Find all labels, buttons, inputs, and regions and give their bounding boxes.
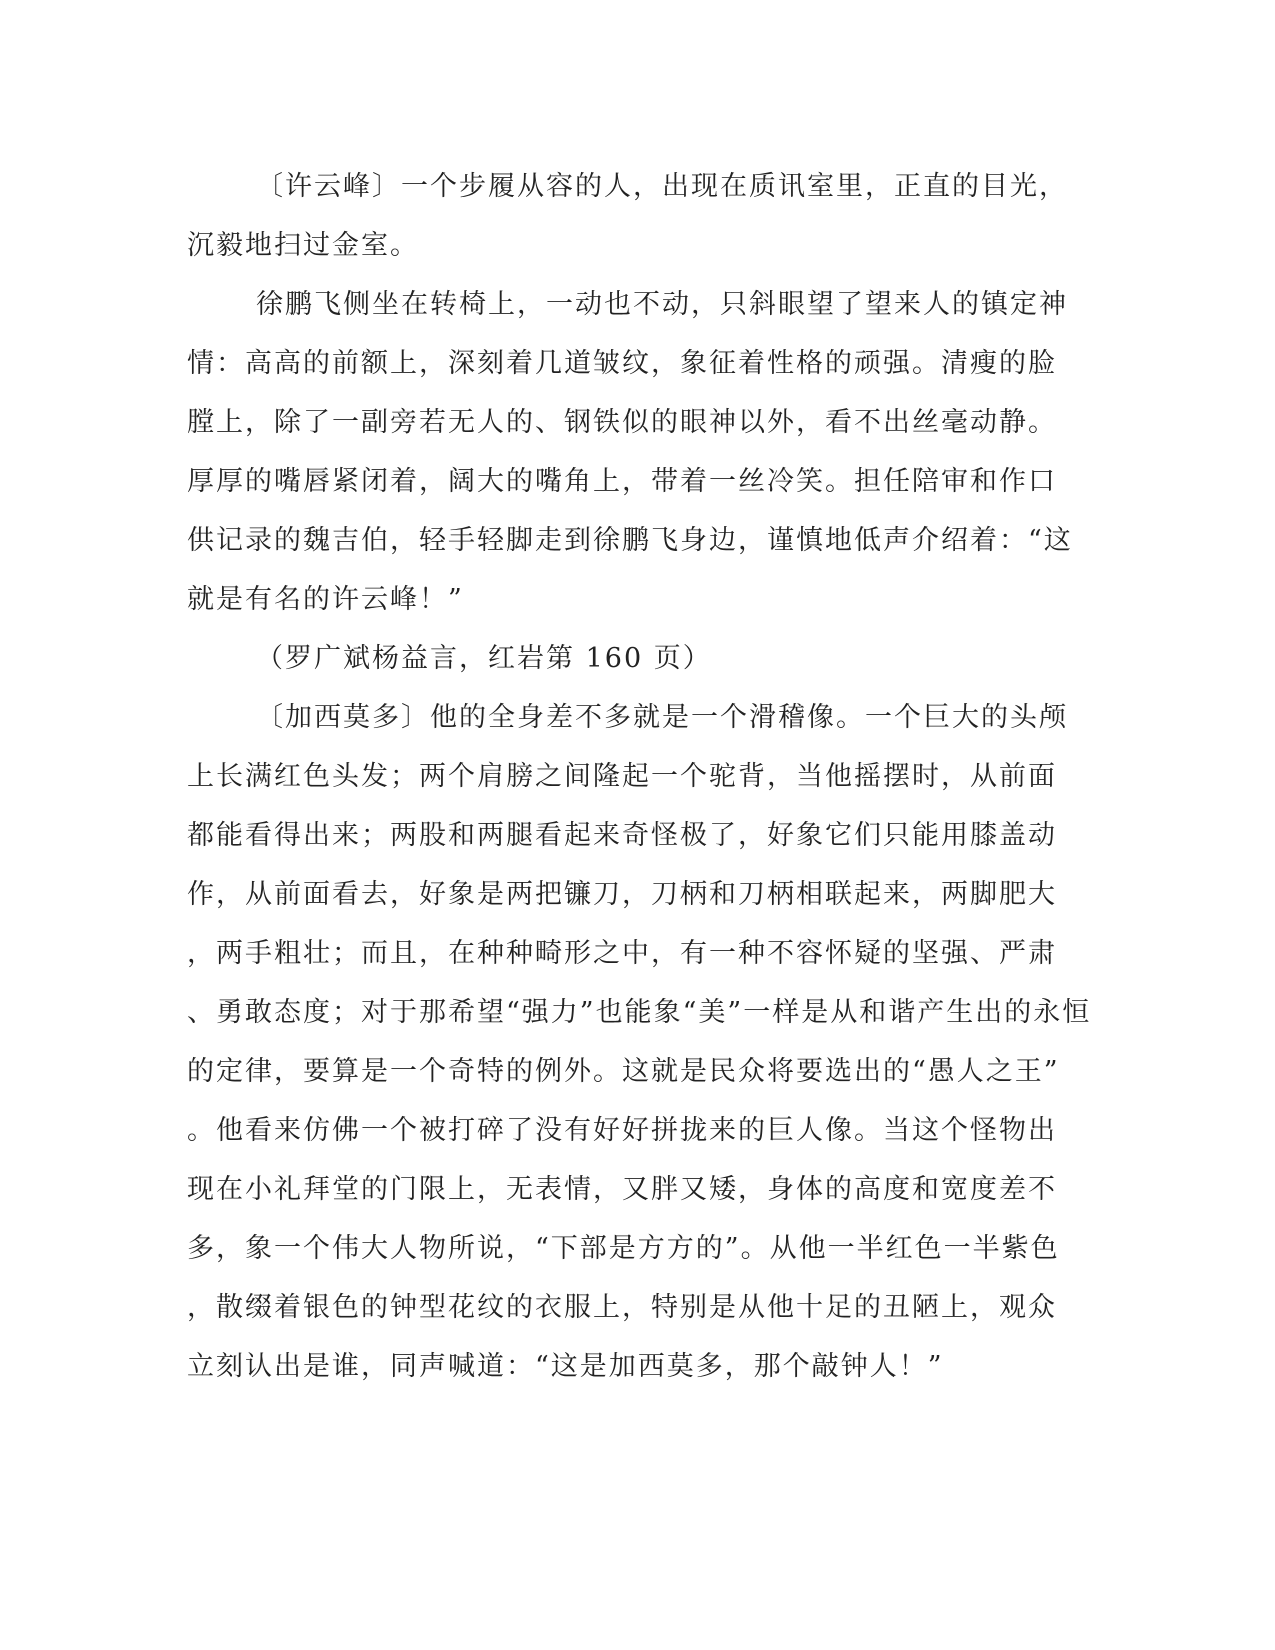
paragraph-xu-pengfei-line-1: 徐鹏飞侧坐在转椅上，一动也不动，只斜眼望了望来人的镇定神 <box>256 289 1068 320</box>
paragraph-quasimodo-line-6: 、勇敢态度；对于那希望“强力”也能象“美”一样是从和谐产生出的永恒 <box>187 997 1092 1028</box>
paragraph-xu-yunfeng-line-1: 〔许云峰〕一个步履从容的人，出现在质讯室里，正直的目光， <box>256 171 1068 202</box>
paragraph-xu-pengfei-line-6: 就是有名的许云峰！” <box>187 584 464 615</box>
paragraph-quasimodo-line-11: ，散缀着银色的钟型花纹的衣服上，特别是从他十足的丑陋上，观众 <box>187 1292 1057 1323</box>
paragraph-quasimodo-line-2: 上长满红色头发；两个肩膀之间隆起一个驼背，当他摇摆时，从前面 <box>187 761 1057 792</box>
citation-line: （罗广斌杨益言，红岩第 160 页） <box>256 643 712 674</box>
paragraph-quasimodo-line-12: 立刻认出是谁，同声喊道：“这是加西莫多，那个敲钟人！” <box>187 1351 944 1382</box>
paragraph-xu-yunfeng-line-2: 沉毅地扫过金室。 <box>187 230 419 261</box>
paragraph-xu-pengfei-line-4: 厚厚的嘴唇紧闭着，阔大的嘴角上，带着一丝冷笑。担任陪审和作口 <box>187 466 1057 497</box>
paragraph-quasimodo-line-3: 都能看得出来；两股和两腿看起来奇怪极了，好象它们只能用膝盖动 <box>187 820 1057 851</box>
paragraph-quasimodo-line-4: 作，从前面看去，好象是两把镰刀，刀柄和刀柄相联起来，两脚肥大 <box>187 879 1057 910</box>
paragraph-quasimodo-line-1: 〔加西莫多〕他的全身差不多就是一个滑稽像。一个巨大的头颅 <box>256 702 1068 733</box>
paragraph-xu-pengfei-line-2: 情：高高的前额上，深刻着几道皱纹，象征着性格的顽强。清瘦的脸 <box>187 348 1057 379</box>
paragraph-xu-pengfei-line-3: 膛上，除了一副旁若无人的、钢铁似的眼神以外，看不出丝毫动静。 <box>187 407 1057 438</box>
paragraph-quasimodo-line-7: 的定律，要算是一个奇特的例外。这就是民众将要选出的“愚人之王” <box>187 1056 1060 1087</box>
paragraph-quasimodo-line-5: ，两手粗壮；而且，在种种畸形之中，有一种不容怀疑的坚强、严肃 <box>187 938 1057 969</box>
document-body <box>187 157 1092 1396</box>
paragraph-xu-pengfei-line-5: 供记录的魏吉伯，轻手轻脚走到徐鹏飞身边，谨慎地低声介绍着：“这 <box>187 525 1073 556</box>
paragraph-quasimodo-line-10: 多，象一个伟大人物所说，“下部是方方的”。从他一半红色一半紫色 <box>187 1233 1060 1264</box>
paragraph-quasimodo-line-8: 。他看来仿佛一个被打碎了没有好好拼拢来的巨人像。当这个怪物出 <box>187 1115 1057 1146</box>
paragraph-quasimodo-line-9: 现在小礼拜堂的门限上，无表情，又胖又矮，身体的高度和宽度差不 <box>187 1174 1057 1205</box>
